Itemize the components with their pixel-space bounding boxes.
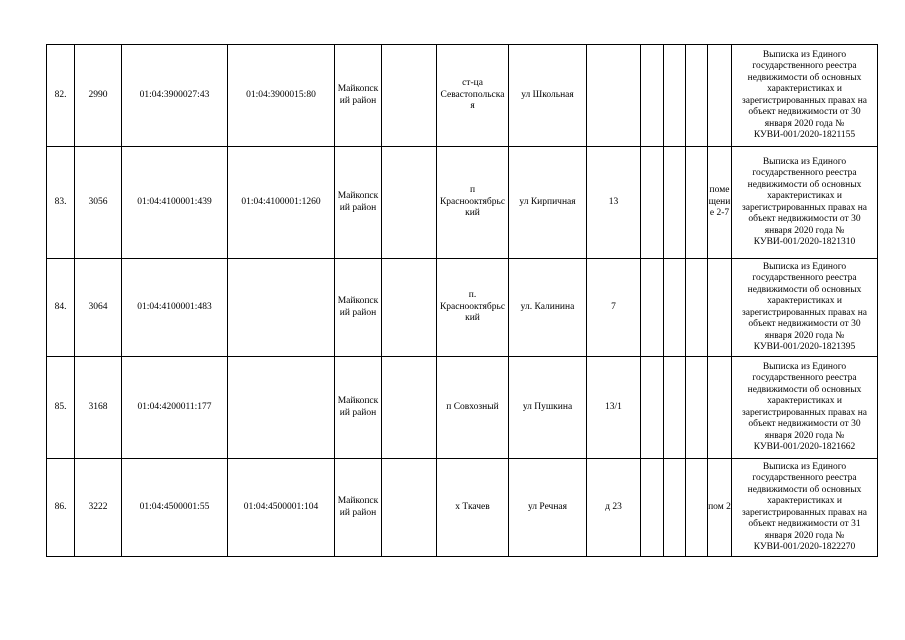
- empty-cell: [641, 147, 664, 259]
- row-number: 84.: [47, 259, 75, 357]
- table-row: [47, 259, 878, 357]
- district: Майкопский район: [335, 259, 382, 357]
- source-document: Выписка из Единого государственного реестра недвижимости об основных характеристиках и зарегистрированных правах на объект недвижимости от 30 января 2020 года № КУВИ-001/2020-1821310: [732, 147, 878, 259]
- empty-cell: [686, 459, 708, 557]
- cadastral-number: 01:04:4100001:483: [122, 259, 228, 357]
- district: Майкопский район: [335, 45, 382, 147]
- house-number: 7: [587, 259, 641, 357]
- house-number: [587, 45, 641, 147]
- empty-cell: [664, 147, 686, 259]
- street: ул Кирпичная: [509, 147, 587, 259]
- cadastral-number: 01:04:3900027:43: [122, 45, 228, 147]
- premise: [708, 357, 732, 459]
- empty-cell: [664, 357, 686, 459]
- table-row: [47, 357, 878, 459]
- row-number: 86.: [47, 459, 75, 557]
- locality: п Краснооктябрьский: [437, 147, 509, 259]
- source-document: Выписка из Единого государственного реестра недвижимости об основных характеристиках и зарегистрированных правах на объект недвижимости от 30 января 2020 года № КУВИ-001/2020-1821155: [732, 45, 878, 147]
- empty-cell: [382, 147, 437, 259]
- parent-cadastral-number: 01:04:3900015:80: [228, 45, 335, 147]
- source-document: Выписка из Единого государственного реестра недвижимости об основных характеристиках и зарегистрированных правах на объект недвижимости от 31 января 2020 года № КУВИ-001/2020-1822270: [732, 459, 878, 557]
- table-row: [47, 45, 878, 147]
- premise: [708, 45, 732, 147]
- source-document: Выписка из Единого государственного реестра недвижимости об основных характеристиках и зарегистрированных правах на объект недвижимости от 30 января 2020 года № КУВИ-001/2020-1821395: [732, 259, 878, 357]
- empty-cell: [382, 45, 437, 147]
- empty-cell: [641, 45, 664, 147]
- house-number: 13/1: [587, 357, 641, 459]
- row-number: 83.: [47, 147, 75, 259]
- registry-number: 3222: [75, 459, 122, 557]
- empty-cell: [641, 357, 664, 459]
- premise: [708, 259, 732, 357]
- street: ул Школьная: [509, 45, 587, 147]
- locality: ст-ца Севастопольская: [437, 45, 509, 147]
- street: ул Речная: [509, 459, 587, 557]
- table-row: [47, 147, 878, 259]
- parent-cadastral-number: 01:04:4500001:104: [228, 459, 335, 557]
- street: ул. Калинина: [509, 259, 587, 357]
- empty-cell: [664, 259, 686, 357]
- empty-cell: [641, 459, 664, 557]
- empty-cell: [664, 459, 686, 557]
- cadastral-number: 01:04:4100001:439: [122, 147, 228, 259]
- empty-cell: [664, 45, 686, 147]
- empty-cell: [382, 357, 437, 459]
- parent-cadastral-number: 01:04:4100001:1260: [228, 147, 335, 259]
- row-number: 82.: [47, 45, 75, 147]
- cadastral-number: 01:04:4200011:177: [122, 357, 228, 459]
- cadastral-number: 01:04:4500001:55: [122, 459, 228, 557]
- premise: помещение 2-7: [708, 147, 732, 259]
- empty-cell: [382, 259, 437, 357]
- empty-cell: [641, 259, 664, 357]
- row-number: 85.: [47, 357, 75, 459]
- empty-cell: [686, 357, 708, 459]
- district: Майкопский район: [335, 147, 382, 259]
- property-registry-table: [46, 44, 878, 557]
- locality: п Совхозный: [437, 357, 509, 459]
- empty-cell: [686, 147, 708, 259]
- district: Майкопский район: [335, 357, 382, 459]
- empty-cell: [382, 459, 437, 557]
- registry-number: 3056: [75, 147, 122, 259]
- house-number: д 23: [587, 459, 641, 557]
- street: ул Пушкина: [509, 357, 587, 459]
- empty-cell: [686, 259, 708, 357]
- premise: пом 2: [708, 459, 732, 557]
- locality: п. Краснооктябрьский: [437, 259, 509, 357]
- parent-cadastral-number: [228, 259, 335, 357]
- parent-cadastral-number: [228, 357, 335, 459]
- source-document: Выписка из Единого государственного реестра недвижимости об основных характеристиках и зарегистрированных правах на объект недвижимости от 30 января 2020 года № КУВИ-001/2020-1821662: [732, 357, 878, 459]
- registry-number: 3064: [75, 259, 122, 357]
- house-number: 13: [587, 147, 641, 259]
- locality: х Ткачев: [437, 459, 509, 557]
- registry-number: 2990: [75, 45, 122, 147]
- empty-cell: [686, 45, 708, 147]
- registry-number: 3168: [75, 357, 122, 459]
- table-row: [47, 459, 878, 557]
- district: Майкопский район: [335, 459, 382, 557]
